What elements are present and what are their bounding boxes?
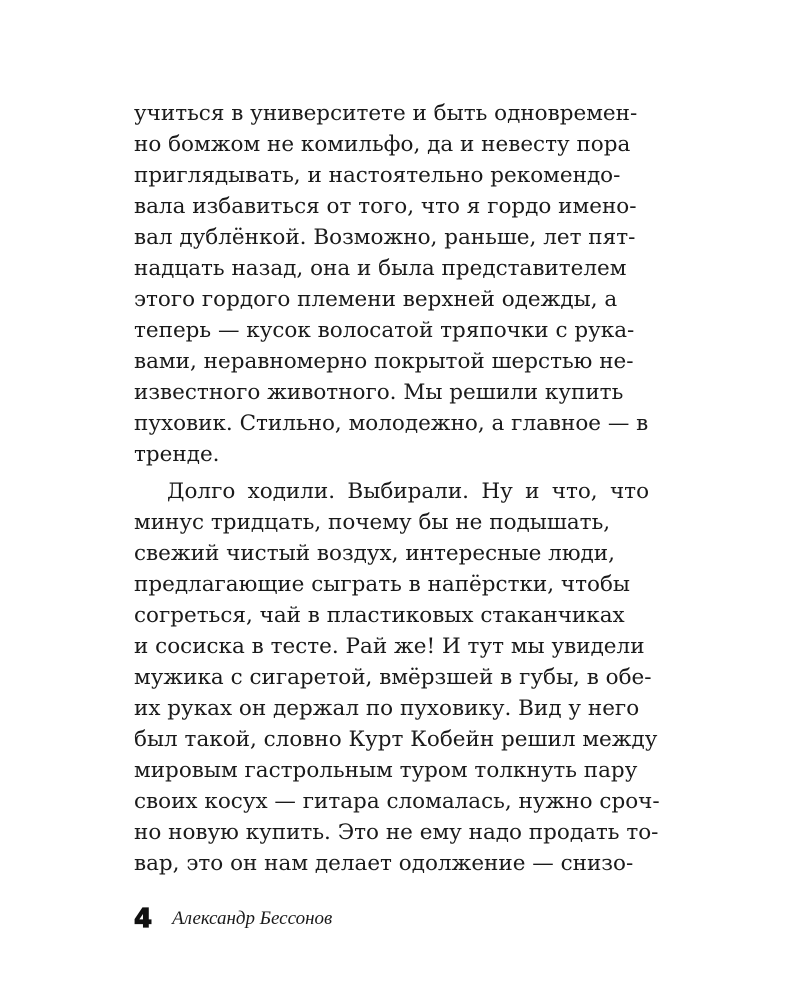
paragraph-end-line: тренде. [134, 442, 220, 467]
running-footer-author: Александр Бессонов [172, 908, 333, 929]
paragraph-first-line: Долго ходили. Выбирали. Ну и что, что [167, 479, 650, 504]
body-line: вала избавиться от того, что я гордо имено- [134, 194, 637, 219]
page-number: 4 [134, 904, 153, 934]
body-line: но бомжом не комильфо, да и невесту пора [134, 132, 631, 157]
body-line: пуховик. Стильно, молодежно, а главное — в [134, 411, 649, 436]
body-line: и сосиска в тесте. Рай же! И тут мы увидели [134, 634, 645, 659]
body-line: мужика с сигаретой, вмёрзшей в губы, в обе- [134, 665, 652, 690]
body-line: минус тридцать, почему бы не подышать, [134, 510, 611, 535]
body-line: этого гордого племени верхней одежды, а [134, 287, 618, 312]
body-line: вар, это он нам делает одолжение — снизо- [134, 851, 634, 876]
body-line: их руках он держал по пуховику. Вид у него [134, 696, 640, 721]
body-line: был такой, словно Курт Кобейн решил между [134, 727, 658, 752]
page-footer [134, 904, 332, 934]
body-line: предлагающие сыграть в напёрстки, чтобы [134, 572, 631, 597]
body-line: надцать назад, она и была представителем [134, 256, 627, 281]
body-line: согреться, чай в пластиковых стаканчиках [134, 603, 625, 628]
body-line: вами, неравномерно покрытой шерстью не- [134, 349, 634, 374]
body-line: приглядывать, и настоятельно рекомендо- [134, 163, 621, 188]
body-line: своих косух — гитара сломалась, нужно сроч- [134, 789, 660, 814]
body-line: свежий чистый воздух, интересные люди, [134, 541, 615, 566]
body-line: теперь — кусок волосатой тряпочки с рука- [134, 318, 635, 343]
body-line: известного животного. Мы решили купить [134, 380, 624, 405]
body-line: учиться в университете и быть одновремен- [134, 101, 638, 126]
body-line: но новую купить. Это не ему надо продать то- [134, 820, 659, 845]
body-line: мировым гастрольным туром толкнуть пару [134, 758, 638, 783]
body-line: вал дублёнкой. Возможно, раньше, лет пят- [134, 225, 636, 250]
